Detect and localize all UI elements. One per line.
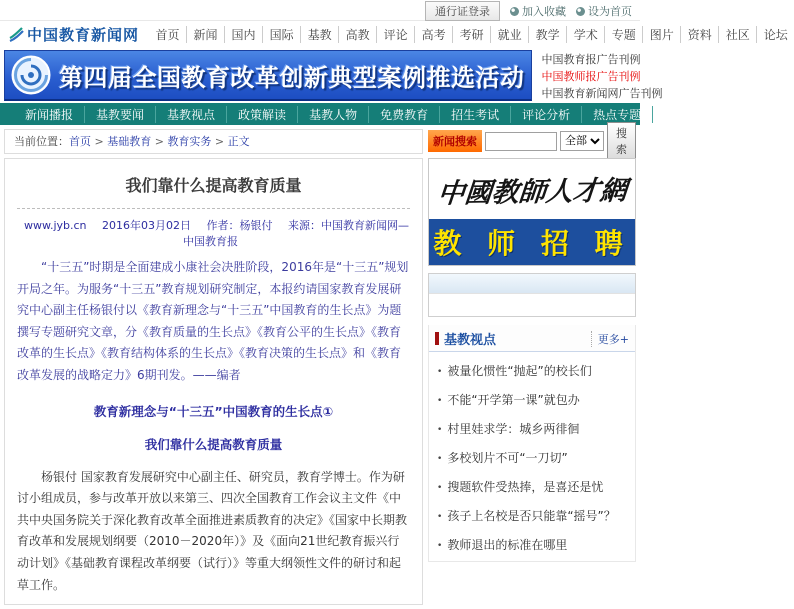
article-source: 来源：中国教育新闻网—中国教育报 — [183, 219, 410, 248]
ad-rate-link[interactable]: 中国教师报广告刊例 — [541, 69, 641, 83]
main-content — [0, 125, 640, 609]
site-logo-text: 中国教育新闻网 — [27, 25, 140, 44]
article-site: www.jyb.cn — [23, 219, 87, 232]
section-accent-icon — [435, 332, 439, 345]
article-body-paragraph: 杨银付 国家教育发展研究中心副主任、研究员，教育学博士。作为研讨小组成员，参与改革开放以来第三、四次全国教育工作会议主文件《中共中央国务院关于深化教育改革全面推进素质教育的决定》《国家中长期教育改革和发展规划纲要（2010－2020年）》及《面向21世纪教育振兴行动计划》《基础教育课程改革纲要（试行）》等重大纲领性文件的研讨和起草工作。 — [17, 469, 408, 592]
section-title-wrap — [435, 329, 496, 348]
channel-nav-item[interactable]: 招生考试 — [440, 106, 511, 123]
banner-emblem-icon — [11, 55, 51, 95]
breadcrumb-item[interactable]: 基础教育 > — [107, 135, 167, 148]
channel-nav-item[interactable]: 基教要闻 — [85, 106, 156, 123]
main-nav-item[interactable]: 考研 — [453, 26, 491, 43]
main-nav-item[interactable]: 国际 — [263, 26, 301, 43]
headline-list-item[interactable]: • 不能“开学第一课”就包办 — [437, 387, 627, 416]
ad-rate-links — [536, 50, 663, 101]
article-meta — [17, 209, 410, 253]
main-nav-item[interactable]: 高教 — [339, 26, 377, 43]
logo-swoosh-icon — [8, 26, 24, 42]
main-nav-item[interactable]: 论坛 — [763, 27, 788, 42]
article-subtitle-main: 我们靠什么提高教育质量 — [144, 436, 283, 452]
section-title: 基教视点 — [444, 333, 497, 348]
ad-calligraphy-text: 中國教師人才網 — [435, 174, 628, 210]
channel-nav-item[interactable]: 新闻播报 — [14, 106, 85, 123]
search-scope-select[interactable] — [560, 131, 604, 151]
banner-title: 第四届全国教育改革创新典型案例推选活动 — [59, 63, 525, 92]
section-panel-jijiao-shidian — [428, 325, 636, 562]
ad-banner-bottom — [429, 219, 635, 265]
set-homepage-link[interactable] — [576, 3, 632, 19]
main-nav-item[interactable]: 资料 — [681, 26, 719, 43]
main-nav-item[interactable]: 就业 — [491, 26, 529, 43]
article-subtitle-series: 教育新理念与“十三五”中国教育的生长点① — [93, 403, 334, 419]
article-date: 2016年03月02日 — [102, 219, 192, 232]
channel-nav-item[interactable]: 政策解读 — [227, 106, 298, 123]
headline-list-item[interactable]: • 村里娃求学：城乡两徘徊 — [437, 416, 627, 445]
breadcrumb-item[interactable]: 首页 > — [69, 135, 107, 148]
article-box — [4, 158, 423, 605]
channel-nav — [0, 103, 713, 125]
empty-widget-panel — [428, 273, 636, 317]
home-icon — [576, 7, 585, 16]
main-nav-item[interactable]: 学术 — [567, 26, 605, 43]
headline-list-item[interactable]: • 孩子上名校是否只能靠“摇号”？ — [437, 503, 627, 532]
favorite-icon — [510, 7, 519, 16]
section-header — [429, 325, 635, 352]
headline-list-item[interactable]: • 教师退出的标准在哪里 — [437, 532, 627, 561]
article-title: 我们靠什么提高教育质量 — [17, 163, 410, 209]
news-search-label: 新闻搜索 — [428, 130, 482, 152]
banner-row — [0, 47, 663, 103]
passport-login-button[interactable]: 通行证登录 — [425, 1, 500, 21]
ad-rate-link[interactable]: 中国教育新闻网广告刊例 — [541, 86, 663, 100]
main-nav-item[interactable]: 高考 — [415, 26, 453, 43]
main-nav-item[interactable]: 评论 — [377, 26, 415, 43]
event-banner[interactable] — [4, 50, 532, 101]
main-nav-item[interactable]: 图片 — [643, 26, 681, 43]
main-nav-item[interactable]: 基教 — [301, 26, 339, 43]
teacher-recruit-ad[interactable] — [428, 158, 636, 266]
news-search-bar — [428, 128, 636, 156]
headline-list-item[interactable]: • 被量化惯性“抛起”的校长们 — [437, 358, 627, 387]
add-favorite-link[interactable] — [510, 3, 566, 19]
breadcrumb-item[interactable]: 正文 — [227, 135, 250, 148]
channel-nav-item[interactable]: 热点专题 — [582, 106, 653, 123]
channel-nav-item[interactable]: 免费教育 — [369, 106, 440, 123]
breadcrumb-items — [69, 135, 250, 148]
main-nav-item[interactable]: 专题 — [605, 26, 643, 43]
channel-nav-item[interactable]: 评论分析 — [511, 106, 582, 123]
headline-list-item[interactable]: • 多校划片不可“一刀切” — [437, 445, 627, 474]
article-author: 作者：杨银付 — [206, 219, 273, 232]
main-nav-item[interactable]: 新闻 — [187, 26, 225, 43]
main-nav-item[interactable]: 首页 — [149, 26, 187, 43]
editor-note: “十三五”时期是全面建成小康社会决胜阶段，2016年是“十三五”规划开局之年。为服务“十三五”教育规划研究制定，本报约请国家教育发展研究中心副主任杨银付以《教育新理念与“十三五”中国教育的生长点》为题撰写专题研究文章，分《教育质量的生长点》《教育公平的生长点》《教育改革的生长点》《教育结构体系的生长点》《教育决策的生长点》和《教育改革发展的战略定力》6期刊发。——编者 — [17, 260, 409, 382]
empty-widget-header — [429, 274, 635, 294]
site-logo[interactable] — [8, 24, 139, 45]
sidebar — [428, 129, 636, 605]
main-nav-item[interactable]: 教学 — [529, 26, 567, 43]
site-header — [0, 20, 788, 47]
channel-nav-item[interactable]: 特别策划 — [664, 107, 713, 122]
main-nav-item[interactable]: 社区 — [719, 26, 757, 43]
channel-nav-item[interactable]: 基教视点 — [156, 106, 227, 123]
main-nav-item[interactable]: 国内 — [225, 26, 263, 43]
headline-list — [429, 352, 635, 561]
top-utility-bar — [0, 0, 640, 20]
ad-rate-link[interactable]: 中国教育报广告刊例 — [541, 52, 641, 66]
breadcrumb — [4, 129, 423, 154]
ad-banner-top — [429, 159, 635, 219]
breadcrumb-item[interactable]: 教育实务 > — [167, 135, 227, 148]
channel-nav-item[interactable]: 基教人物 — [298, 106, 369, 123]
main-nav — [149, 26, 794, 43]
add-favorite-label: 加入收藏 — [522, 5, 566, 18]
article-column — [4, 129, 423, 605]
search-input[interactable] — [485, 132, 557, 151]
ad-recruit-text: 教 师 招 聘 — [433, 227, 631, 260]
search-button[interactable]: 搜索 — [607, 122, 636, 160]
more-link[interactable]: 更多+ — [591, 331, 629, 347]
breadcrumb-label: 当前位置： — [14, 135, 69, 148]
set-homepage-label: 设为首页 — [588, 5, 632, 18]
headline-list-item[interactable]: • 搜题软件受热捧，是喜还是忧 — [437, 474, 627, 503]
